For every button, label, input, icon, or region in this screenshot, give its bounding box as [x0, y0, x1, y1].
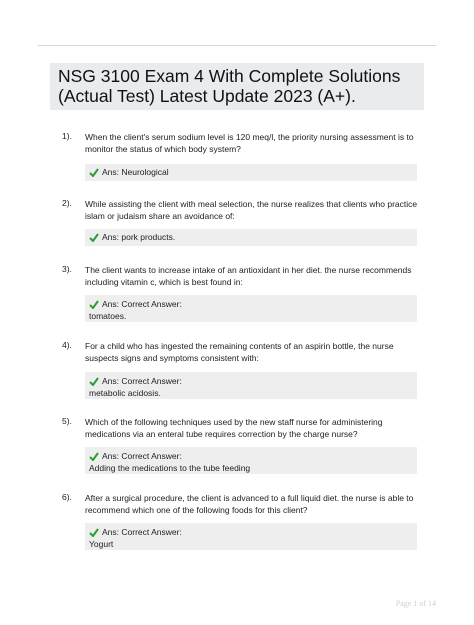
check-icon: [89, 452, 99, 461]
answer-box: [85, 447, 417, 474]
check-icon: [89, 528, 99, 537]
answer-label: Ans: Neurological: [102, 167, 169, 177]
answer-label: Ans: Correct Answer:: [102, 451, 182, 461]
answer-label: Ans: pork products.: [102, 232, 176, 242]
question-text: Which of the following techniques used by the new staff nurse for administering medications via an enteral tube requires correction by the charge nurse?: [85, 417, 383, 439]
answer-box: [85, 164, 417, 181]
check-icon: [89, 168, 99, 177]
answer-label: Ans: Correct Answer:: [102, 299, 182, 309]
question-text: When the client's serum sodium level is 120 meq/l, the priority nursing assessment is to monitor the status of which body system?: [85, 132, 414, 154]
question-number: 3).: [62, 264, 72, 274]
title-line-2: (Actual Test) Latest Update 2023 (A+).: [58, 85, 356, 106]
answer-box: [85, 372, 417, 399]
question-number: 1).: [62, 131, 72, 141]
page-number: Page 1 of 14: [395, 599, 436, 608]
question-number: 4).: [62, 340, 72, 350]
title-line-1: NSG 3100 Exam 4 With Complete Solutions: [58, 66, 401, 86]
top-divider: [38, 45, 436, 46]
document-title: [50, 63, 424, 110]
question-text: For a child who has ingested the remaining contents of an aspirin bottle, the nurse suspects signs and symptoms consistent with:: [85, 341, 394, 363]
answer-box: [85, 229, 417, 246]
question-number: 2).: [62, 198, 72, 208]
answer-value: Yogurt: [89, 539, 114, 549]
answer-label: Ans: Correct Answer:: [102, 376, 182, 386]
check-icon: [89, 233, 99, 242]
question-text: While assisting the client with meal selection, the nurse realizes that clients who practice islam or judaism share an avoidance of:: [85, 199, 418, 221]
check-icon: [89, 300, 99, 309]
answer-box: [85, 523, 417, 550]
question-number: 5).: [62, 416, 72, 426]
answer-value: metabolic acidosis.: [89, 388, 161, 398]
check-icon: [89, 377, 99, 386]
question-text: The client wants to increase intake of an antioxidant in her diet. the nurse recommends including vitamin c, which is best found in:: [85, 265, 412, 287]
question-text: After a surgical procedure, the client is advanced to a full liquid diet. the nurse is able to recommend which one of the following foods for this client?: [85, 493, 414, 515]
answer-value: tomatoes.: [89, 311, 127, 321]
answer-label: Ans: Correct Answer:: [102, 527, 182, 537]
question-number: 6).: [62, 492, 72, 502]
answer-value: Adding the medications to the tube feeding: [89, 463, 251, 473]
answer-box: [85, 295, 417, 322]
